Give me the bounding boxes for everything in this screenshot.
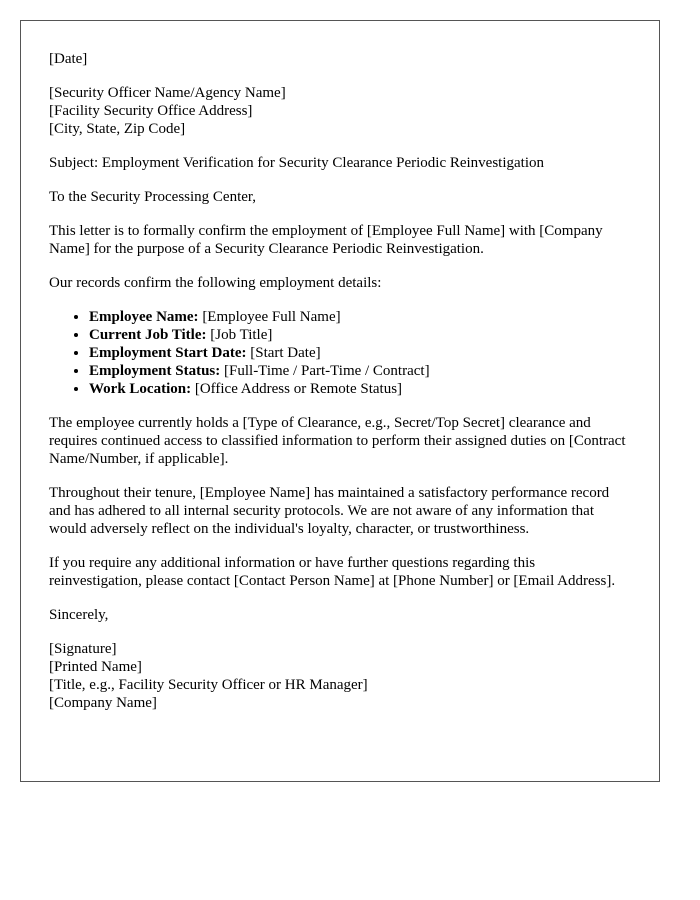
recipient-name: [Security Officer Name/Agency Name] bbox=[49, 85, 286, 101]
date: [Date] bbox=[49, 51, 88, 67]
detail-item-employee-name bbox=[89, 308, 631, 326]
closing: Sincerely, bbox=[49, 607, 109, 623]
detail-value: [Full-Time / Part-Time / Contract] bbox=[224, 363, 430, 379]
detail-label: Work Location: bbox=[89, 381, 192, 397]
recipient-city: [City, State, Zip Code] bbox=[49, 121, 186, 137]
detail-value: [Start Date] bbox=[250, 345, 321, 361]
detail-label: Current Job Title: bbox=[89, 327, 207, 343]
signature: [Signature] bbox=[49, 641, 117, 657]
detail-label: Employment Status: bbox=[89, 363, 221, 379]
detail-item-work-location bbox=[89, 380, 631, 398]
date-line bbox=[49, 50, 631, 68]
recipient-address: [Facility Security Office Address] bbox=[49, 103, 253, 119]
subject-line: Subject: Employment Verification for Security Clearance Periodic Reinvestigation bbox=[49, 155, 545, 171]
detail-label: Employee Name: bbox=[89, 309, 199, 325]
detail-value: [Employee Full Name] bbox=[202, 309, 341, 325]
printed-name: [Printed Name] bbox=[49, 659, 142, 675]
detail-item-start-date bbox=[89, 344, 631, 362]
details-intro: Our records confirm the following employment details: bbox=[49, 275, 382, 291]
detail-label: Employment Start Date: bbox=[89, 345, 247, 361]
signer-title: [Title, e.g., Facility Security Officer or HR Manager] bbox=[49, 677, 368, 693]
clearance-paragraph: The employee currently holds a [Type of Clearance, e.g., Secret/Top Secret] clearance and requires continued access to classified information to perform their assigned duties on [Contract Name/Number, if applicable]. bbox=[49, 415, 626, 467]
detail-value: [Office Address or Remote Status] bbox=[194, 381, 403, 397]
letter-page bbox=[20, 20, 660, 782]
recipient-address-block bbox=[49, 84, 631, 138]
intro-paragraph: This letter is to formally confirm the employment of [Employee Full Name] with [Company Name] for the purpose of a Security Clearance Periodic Reinvestigation. bbox=[49, 223, 603, 257]
conduct-paragraph: Throughout their tenure, [Employee Name] has maintained a satisfactory performance record and has adhered to all internal security protocols. We are not aware of any information that would adversely reflect on the individual's loyalty, character, or trustworthiness. bbox=[49, 485, 610, 537]
contact-paragraph: If you require any additional information or have further questions regarding this reinvestigation, please contact [Contact Person Name] at [Phone Number] or [Email Address]. bbox=[49, 555, 616, 589]
signature-block bbox=[49, 640, 631, 712]
salutation: To the Security Processing Center, bbox=[49, 189, 257, 205]
detail-item-employment-status bbox=[89, 362, 631, 380]
detail-value: [Job Title] bbox=[210, 327, 273, 343]
signer-company: [Company Name] bbox=[49, 695, 157, 711]
detail-item-job-title bbox=[89, 326, 631, 344]
employment-details-list bbox=[49, 308, 631, 398]
